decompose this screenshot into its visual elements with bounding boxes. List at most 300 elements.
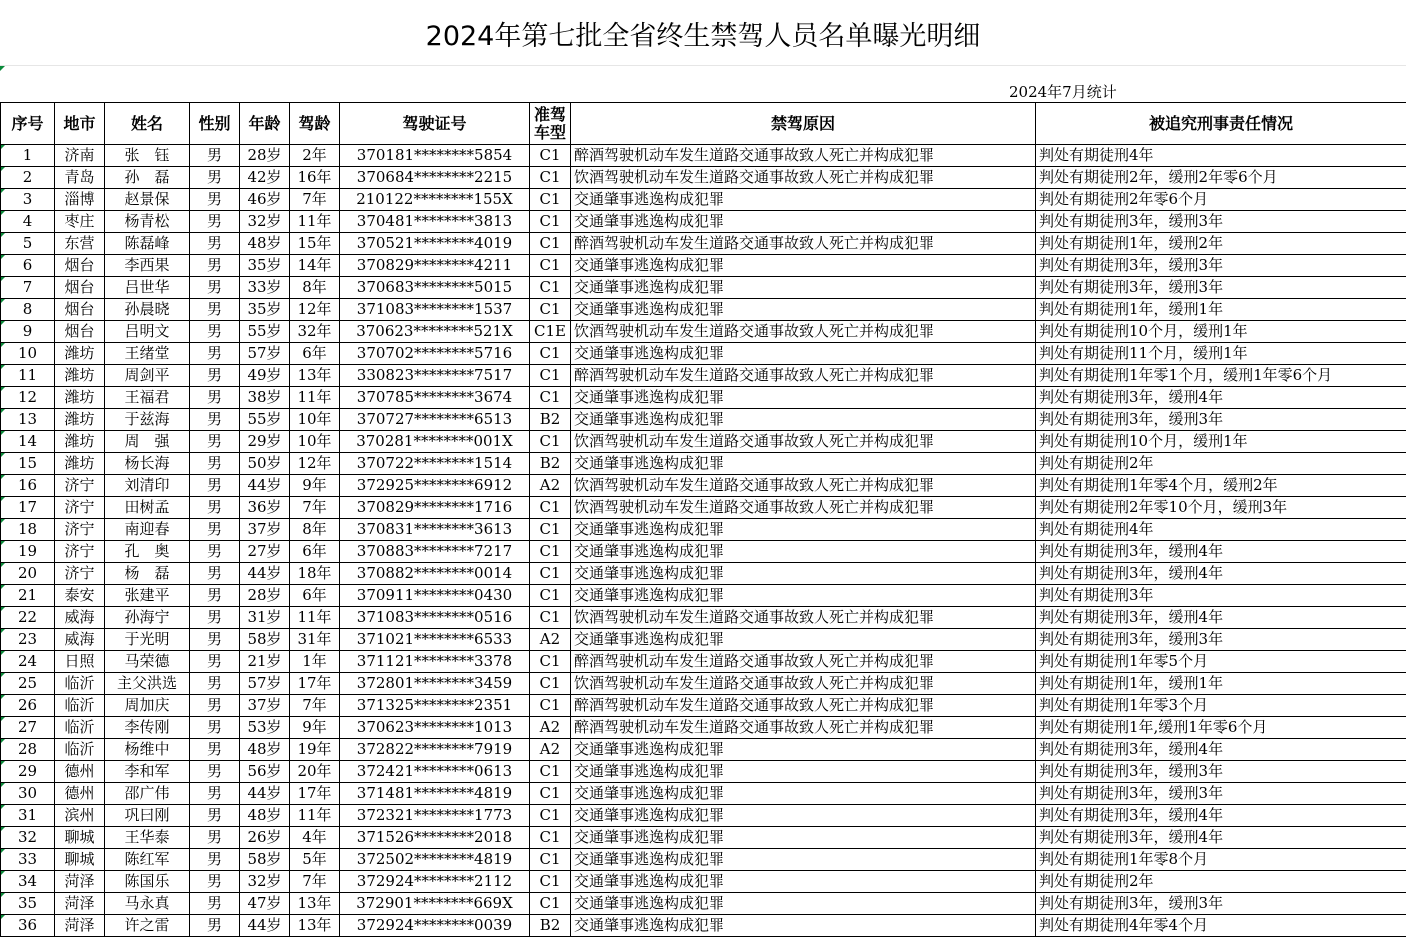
cell-ban-reason[interactable]: 交通肇事逃逸构成犯罪 [571,739,1036,761]
cell-name[interactable]: 陈磊峰 [105,233,190,255]
cell-gender[interactable]: 男 [190,563,240,585]
cell-criminal-liability[interactable]: 判处有期徒刑3年，缓刑3年 [1036,761,1406,783]
cell-ban-reason[interactable]: 饮酒驾驶机动车发生道路交通事故致人死亡并构成犯罪 [571,673,1036,695]
cell-criminal-liability[interactable]: 判处有期徒刑3年，缓刑4年 [1036,541,1406,563]
cell-vehicle-class[interactable]: C1 [530,431,571,453]
cell-criminal-liability[interactable]: 判处有期徒刑1年，缓刑1年 [1036,673,1406,695]
cell-city[interactable]: 济宁 [55,541,105,563]
cell-driving-years[interactable]: 1年 [290,651,340,673]
cell-driving-years[interactable]: 13年 [290,915,340,937]
cell-age[interactable]: 36岁 [240,497,290,519]
cell-ban-reason[interactable]: 交通肇事逃逸构成犯罪 [571,783,1036,805]
cell-criminal-liability[interactable]: 判处有期徒刑3年，缓刑3年 [1036,783,1406,805]
cell-gender[interactable]: 男 [190,277,240,299]
cell-gender[interactable]: 男 [190,673,240,695]
cell-vehicle-class[interactable]: A2 [530,717,571,739]
cell-seq[interactable]: 5 [1,233,55,255]
cell-city[interactable]: 德州 [55,783,105,805]
cell-city[interactable]: 济宁 [55,519,105,541]
cell-vehicle-class[interactable]: C1 [530,651,571,673]
cell-ban-reason[interactable]: 交通肇事逃逸构成犯罪 [571,343,1036,365]
cell-age[interactable]: 44岁 [240,783,290,805]
cell-city[interactable]: 威海 [55,629,105,651]
cell-gender[interactable]: 男 [190,519,240,541]
cell-age[interactable]: 35岁 [240,255,290,277]
cell-city[interactable]: 临沂 [55,717,105,739]
cell-ban-reason[interactable]: 饮酒驾驶机动车发生道路交通事故致人死亡并构成犯罪 [571,475,1036,497]
cell-driving-years[interactable]: 17年 [290,783,340,805]
cell-seq[interactable]: 7 [1,277,55,299]
cell-name[interactable]: 于光明 [105,629,190,651]
cell-seq[interactable]: 27 [1,717,55,739]
cell-gender[interactable]: 男 [190,651,240,673]
cell-city[interactable]: 济宁 [55,475,105,497]
cell-license-no[interactable]: 370281********001X [340,431,530,453]
cell-license-no[interactable]: 370521********4019 [340,233,530,255]
cell-vehicle-class[interactable]: C1 [530,145,571,167]
cell-age[interactable]: 50岁 [240,453,290,475]
cell-gender[interactable]: 男 [190,475,240,497]
cell-age[interactable]: 32岁 [240,211,290,233]
cell-name[interactable]: 孙晨晓 [105,299,190,321]
cell-ban-reason[interactable]: 交通肇事逃逸构成犯罪 [571,387,1036,409]
cell-ban-reason[interactable]: 饮酒驾驶机动车发生道路交通事故致人死亡并构成犯罪 [571,321,1036,343]
cell-city[interactable]: 潍坊 [55,343,105,365]
cell-criminal-liability[interactable]: 判处有期徒刑1年零8个月 [1036,849,1406,871]
cell-criminal-liability[interactable]: 判处有期徒刑3年，缓刑4年 [1036,805,1406,827]
cell-ban-reason[interactable]: 交通肇事逃逸构成犯罪 [571,827,1036,849]
cell-criminal-liability[interactable]: 判处有期徒刑4年 [1036,519,1406,541]
cell-gender[interactable]: 男 [190,717,240,739]
cell-criminal-liability[interactable]: 判处有期徒刑3年，缓刑3年 [1036,277,1406,299]
cell-vehicle-class[interactable]: C1 [530,673,571,695]
cell-ban-reason[interactable]: 交通肇事逃逸构成犯罪 [571,563,1036,585]
cell-name[interactable]: 陈红军 [105,849,190,871]
cell-age[interactable]: 48岁 [240,233,290,255]
cell-city[interactable]: 聊城 [55,849,105,871]
cell-criminal-liability[interactable]: 判处有期徒刑2年 [1036,871,1406,893]
cell-age[interactable]: 28岁 [240,145,290,167]
cell-driving-years[interactable]: 5年 [290,849,340,871]
cell-ban-reason[interactable]: 交通肇事逃逸构成犯罪 [571,409,1036,431]
cell-city[interactable]: 济宁 [55,563,105,585]
cell-gender[interactable]: 男 [190,761,240,783]
cell-name[interactable]: 王华泰 [105,827,190,849]
cell-license-no[interactable]: 370683********5015 [340,277,530,299]
cell-gender[interactable]: 男 [190,783,240,805]
cell-vehicle-class[interactable]: C1 [530,233,571,255]
cell-vehicle-class[interactable]: C1 [530,805,571,827]
cell-license-no[interactable]: 371083********0516 [340,607,530,629]
cell-city[interactable]: 临沂 [55,673,105,695]
cell-age[interactable]: 58岁 [240,629,290,651]
cell-gender[interactable]: 男 [190,299,240,321]
cell-driving-years[interactable]: 7年 [290,189,340,211]
cell-age[interactable]: 33岁 [240,277,290,299]
cell-criminal-liability[interactable]: 判处有期徒刑1年零1个月，缓刑1年零6个月 [1036,365,1406,387]
header-name[interactable]: 姓名 [105,103,190,145]
cell-gender[interactable]: 男 [190,827,240,849]
cell-driving-years[interactable]: 6年 [290,343,340,365]
cell-ban-reason[interactable]: 交通肇事逃逸构成犯罪 [571,805,1036,827]
cell-city[interactable]: 济宁 [55,497,105,519]
cell-vehicle-class[interactable]: C1 [530,695,571,717]
cell-driving-years[interactable]: 14年 [290,255,340,277]
cell-driving-years[interactable]: 11年 [290,607,340,629]
cell-vehicle-class[interactable]: C1 [530,299,571,321]
cell-age[interactable]: 32岁 [240,871,290,893]
cell-vehicle-class[interactable]: C1 [530,585,571,607]
cell-driving-years[interactable]: 11年 [290,387,340,409]
cell-age[interactable]: 44岁 [240,563,290,585]
cell-age[interactable]: 55岁 [240,409,290,431]
cell-ban-reason[interactable]: 交通肇事逃逸构成犯罪 [571,893,1036,915]
cell-ban-reason[interactable]: 饮酒驾驶机动车发生道路交通事故致人死亡并构成犯罪 [571,431,1036,453]
cell-gender[interactable]: 男 [190,871,240,893]
cell-age[interactable]: 21岁 [240,651,290,673]
cell-gender[interactable]: 男 [190,211,240,233]
cell-seq[interactable]: 21 [1,585,55,607]
cell-license-no[interactable]: 372502********4819 [340,849,530,871]
cell-ban-reason[interactable]: 交通肇事逃逸构成犯罪 [571,299,1036,321]
cell-city[interactable]: 菏泽 [55,893,105,915]
cell-ban-reason[interactable]: 交通肇事逃逸构成犯罪 [571,277,1036,299]
cell-gender[interactable]: 男 [190,739,240,761]
cell-gender[interactable]: 男 [190,255,240,277]
cell-driving-years[interactable]: 16年 [290,167,340,189]
cell-criminal-liability[interactable]: 判处有期徒刑4年 [1036,145,1406,167]
cell-seq[interactable]: 6 [1,255,55,277]
cell-seq[interactable]: 14 [1,431,55,453]
cell-ban-reason[interactable]: 饮酒驾驶机动车发生道路交通事故致人死亡并构成犯罪 [571,497,1036,519]
cell-gender[interactable]: 男 [190,409,240,431]
cell-criminal-liability[interactable]: 判处有期徒刑10个月，缓刑1年 [1036,321,1406,343]
cell-age[interactable]: 56岁 [240,761,290,783]
cell-city[interactable]: 临沂 [55,739,105,761]
cell-vehicle-class[interactable]: C1 [530,255,571,277]
cell-gender[interactable]: 男 [190,541,240,563]
cell-gender[interactable]: 男 [190,387,240,409]
cell-ban-reason[interactable]: 交通肇事逃逸构成犯罪 [571,915,1036,937]
cell-name[interactable]: 许之雷 [105,915,190,937]
cell-name[interactable]: 南迎春 [105,519,190,541]
cell-city[interactable]: 潍坊 [55,453,105,475]
cell-driving-years[interactable]: 18年 [290,563,340,585]
cell-name[interactable]: 周剑平 [105,365,190,387]
cell-city[interactable]: 潍坊 [55,431,105,453]
cell-name[interactable]: 李西果 [105,255,190,277]
cell-name[interactable]: 刘清印 [105,475,190,497]
cell-ban-reason[interactable]: 交通肇事逃逸构成犯罪 [571,629,1036,651]
cell-vehicle-class[interactable]: C1 [530,541,571,563]
cell-age[interactable]: 37岁 [240,695,290,717]
cell-age[interactable]: 44岁 [240,475,290,497]
cell-age[interactable]: 49岁 [240,365,290,387]
cell-driving-years[interactable]: 19年 [290,739,340,761]
cell-ban-reason[interactable]: 醉酒驾驶机动车发生道路交通事故致人死亡并构成犯罪 [571,695,1036,717]
cell-name[interactable]: 孔 奥 [105,541,190,563]
cell-criminal-liability[interactable]: 判处有期徒刑10个月，缓刑1年 [1036,431,1406,453]
cell-gender[interactable]: 男 [190,497,240,519]
cell-criminal-liability[interactable]: 判处有期徒刑3年，缓刑4年 [1036,563,1406,585]
cell-gender[interactable]: 男 [190,233,240,255]
cell-criminal-liability[interactable]: 判处有期徒刑1年,缓刑1年零6个月 [1036,717,1406,739]
cell-age[interactable]: 48岁 [240,739,290,761]
cell-age[interactable]: 35岁 [240,299,290,321]
cell-age[interactable]: 55岁 [240,321,290,343]
cell-license-no[interactable]: 370831********3613 [340,519,530,541]
cell-city[interactable]: 菏泽 [55,915,105,937]
cell-driving-years[interactable]: 10年 [290,409,340,431]
cell-ban-reason[interactable]: 交通肇事逃逸构成犯罪 [571,849,1036,871]
cell-age[interactable]: 29岁 [240,431,290,453]
cell-seq[interactable]: 17 [1,497,55,519]
cell-criminal-liability[interactable]: 判处有期徒刑3年，缓刑4年 [1036,387,1406,409]
cell-seq[interactable]: 24 [1,651,55,673]
cell-age[interactable]: 57岁 [240,673,290,695]
cell-seq[interactable]: 2 [1,167,55,189]
header-vehicle-class[interactable]: 准驾车型 [530,103,571,145]
cell-vehicle-class[interactable]: C1 [530,563,571,585]
cell-gender[interactable]: 男 [190,431,240,453]
cell-name[interactable]: 于兹海 [105,409,190,431]
cell-driving-years[interactable]: 31年 [290,629,340,651]
cell-seq[interactable]: 10 [1,343,55,365]
cell-ban-reason[interactable]: 交通肇事逃逸构成犯罪 [571,541,1036,563]
cell-gender[interactable]: 男 [190,849,240,871]
cell-criminal-liability[interactable]: 判处有期徒刑1年零5个月 [1036,651,1406,673]
cell-name[interactable]: 孙海宁 [105,607,190,629]
cell-ban-reason[interactable]: 醉酒驾驶机动车发生道路交通事故致人死亡并构成犯罪 [571,651,1036,673]
cell-age[interactable]: 53岁 [240,717,290,739]
cell-ban-reason[interactable]: 交通肇事逃逸构成犯罪 [571,211,1036,233]
header-city[interactable]: 地市 [55,103,105,145]
cell-name[interactable]: 孙 磊 [105,167,190,189]
cell-age[interactable]: 57岁 [240,343,290,365]
cell-vehicle-class[interactable]: C1 [530,365,571,387]
cell-city[interactable]: 日照 [55,651,105,673]
cell-age[interactable]: 37岁 [240,519,290,541]
cell-license-no[interactable]: 371021********6533 [340,629,530,651]
header-age[interactable]: 年龄 [240,103,290,145]
cell-gender[interactable]: 男 [190,893,240,915]
cell-driving-years[interactable]: 15年 [290,233,340,255]
cell-age[interactable]: 42岁 [240,167,290,189]
cell-city[interactable]: 淄博 [55,189,105,211]
cell-name[interactable]: 李和军 [105,761,190,783]
cell-vehicle-class[interactable]: A2 [530,629,571,651]
cell-license-no[interactable]: 370702********5716 [340,343,530,365]
cell-criminal-liability[interactable]: 判处有期徒刑3年，缓刑3年 [1036,211,1406,233]
header-seq[interactable]: 序号 [1,103,55,145]
cell-license-no[interactable]: 370829********1716 [340,497,530,519]
cell-seq[interactable]: 12 [1,387,55,409]
cell-seq[interactable]: 20 [1,563,55,585]
cell-vehicle-class[interactable]: A2 [530,475,571,497]
cell-vehicle-class[interactable]: C1 [530,871,571,893]
cell-seq[interactable]: 8 [1,299,55,321]
cell-ban-reason[interactable]: 醉酒驾驶机动车发生道路交通事故致人死亡并构成犯罪 [571,365,1036,387]
cell-license-no[interactable]: 330823********7517 [340,365,530,387]
cell-driving-years[interactable]: 11年 [290,805,340,827]
cell-license-no[interactable]: 370481********3813 [340,211,530,233]
cell-city[interactable]: 滨州 [55,805,105,827]
cell-driving-years[interactable]: 9年 [290,475,340,497]
cell-license-no[interactable]: 372924********2112 [340,871,530,893]
header-criminal-liability[interactable]: 被追究刑事责任情况 [1036,103,1406,145]
cell-vehicle-class[interactable]: B2 [530,409,571,431]
cell-license-no[interactable]: 370684********2215 [340,167,530,189]
cell-age[interactable]: 48岁 [240,805,290,827]
cell-name[interactable]: 杨青松 [105,211,190,233]
cell-driving-years[interactable]: 9年 [290,717,340,739]
cell-gender[interactable]: 男 [190,915,240,937]
cell-gender[interactable]: 男 [190,145,240,167]
cell-vehicle-class[interactable]: B2 [530,915,571,937]
cell-seq[interactable]: 4 [1,211,55,233]
cell-name[interactable]: 王福君 [105,387,190,409]
cell-license-no[interactable]: 371121********3378 [340,651,530,673]
cell-license-no[interactable]: 372925********6912 [340,475,530,497]
cell-ban-reason[interactable]: 交通肇事逃逸构成犯罪 [571,585,1036,607]
header-driving-years[interactable]: 驾龄 [290,103,340,145]
cell-name[interactable]: 主父洪选 [105,673,190,695]
cell-city[interactable]: 威海 [55,607,105,629]
cell-gender[interactable]: 男 [190,365,240,387]
cell-ban-reason[interactable]: 交通肇事逃逸构成犯罪 [571,871,1036,893]
cell-driving-years[interactable]: 20年 [290,761,340,783]
header-ban-reason[interactable]: 禁驾原因 [571,103,1036,145]
cell-city[interactable]: 聊城 [55,827,105,849]
cell-seq[interactable]: 25 [1,673,55,695]
cell-city[interactable]: 烟台 [55,321,105,343]
cell-ban-reason[interactable]: 饮酒驾驶机动车发生道路交通事故致人死亡并构成犯罪 [571,167,1036,189]
cell-driving-years[interactable]: 7年 [290,497,340,519]
cell-ban-reason[interactable]: 交通肇事逃逸构成犯罪 [571,519,1036,541]
cell-criminal-liability[interactable]: 判处有期徒刑3年，缓刑3年 [1036,893,1406,915]
cell-driving-years[interactable]: 17年 [290,673,340,695]
cell-city[interactable]: 菏泽 [55,871,105,893]
cell-vehicle-class[interactable]: C1 [530,387,571,409]
cell-criminal-liability[interactable]: 判处有期徒刑3年，缓刑3年 [1036,255,1406,277]
cell-driving-years[interactable]: 13年 [290,893,340,915]
cell-city[interactable]: 烟台 [55,255,105,277]
cell-city[interactable]: 东营 [55,233,105,255]
cell-name[interactable]: 马永真 [105,893,190,915]
cell-seq[interactable]: 34 [1,871,55,893]
cell-gender[interactable]: 男 [190,321,240,343]
cell-driving-years[interactable]: 4年 [290,827,340,849]
cell-age[interactable]: 44岁 [240,915,290,937]
cell-criminal-liability[interactable]: 判处有期徒刑2年零6个月 [1036,189,1406,211]
cell-city[interactable]: 潍坊 [55,365,105,387]
cell-license-no[interactable]: 372421********0613 [340,761,530,783]
cell-license-no[interactable]: 372321********1773 [340,805,530,827]
cell-license-no[interactable]: 370727********6513 [340,409,530,431]
cell-vehicle-class[interactable]: C1 [530,783,571,805]
cell-license-no[interactable]: 370181********5854 [340,145,530,167]
cell-criminal-liability[interactable]: 判处有期徒刑11个月，缓刑1年 [1036,343,1406,365]
cell-seq[interactable]: 28 [1,739,55,761]
cell-criminal-liability[interactable]: 判处有期徒刑1年，缓刑2年 [1036,233,1406,255]
cell-age[interactable]: 58岁 [240,849,290,871]
cell-seq[interactable]: 3 [1,189,55,211]
cell-seq[interactable]: 15 [1,453,55,475]
header-gender[interactable]: 性别 [190,103,240,145]
cell-license-no[interactable]: 372822********7919 [340,739,530,761]
cell-seq[interactable]: 9 [1,321,55,343]
cell-license-no[interactable]: 210122********155X [340,189,530,211]
cell-seq[interactable]: 36 [1,915,55,937]
cell-vehicle-class[interactable]: C1 [530,849,571,871]
cell-ban-reason[interactable]: 醉酒驾驶机动车发生道路交通事故致人死亡并构成犯罪 [571,233,1036,255]
cell-city[interactable]: 枣庄 [55,211,105,233]
cell-license-no[interactable]: 370623********1013 [340,717,530,739]
cell-driving-years[interactable]: 12年 [290,453,340,475]
cell-license-no[interactable]: 372901********669X [340,893,530,915]
cell-name[interactable]: 张建平 [105,585,190,607]
cell-license-no[interactable]: 370785********3674 [340,387,530,409]
cell-name[interactable]: 赵景保 [105,189,190,211]
cell-criminal-liability[interactable]: 判处有期徒刑2年，缓刑2年零6个月 [1036,167,1406,189]
cell-criminal-liability[interactable]: 判处有期徒刑3年，缓刑3年 [1036,629,1406,651]
cell-city[interactable]: 烟台 [55,299,105,321]
cell-age[interactable]: 28岁 [240,585,290,607]
cell-license-no[interactable]: 370883********7217 [340,541,530,563]
cell-seq[interactable]: 13 [1,409,55,431]
cell-city[interactable]: 临沂 [55,695,105,717]
cell-vehicle-class[interactable]: C1 [530,827,571,849]
cell-vehicle-class[interactable]: C1 [530,167,571,189]
cell-seq[interactable]: 23 [1,629,55,651]
cell-license-no[interactable]: 370722********1514 [340,453,530,475]
cell-name[interactable]: 邵广伟 [105,783,190,805]
cell-gender[interactable]: 男 [190,629,240,651]
cell-seq[interactable]: 35 [1,893,55,915]
cell-criminal-liability[interactable]: 判处有期徒刑1年零3个月 [1036,695,1406,717]
cell-criminal-liability[interactable]: 判处有期徒刑3年 [1036,585,1406,607]
cell-criminal-liability[interactable]: 判处有期徒刑3年，缓刑3年 [1036,409,1406,431]
cell-license-no[interactable]: 371325********2351 [340,695,530,717]
cell-driving-years[interactable]: 10年 [290,431,340,453]
cell-seq[interactable]: 16 [1,475,55,497]
cell-license-no[interactable]: 372801********3459 [340,673,530,695]
cell-gender[interactable]: 男 [190,189,240,211]
cell-name[interactable]: 杨 磊 [105,563,190,585]
cell-gender[interactable]: 男 [190,805,240,827]
cell-age[interactable]: 31岁 [240,607,290,629]
cell-age[interactable]: 26岁 [240,827,290,849]
cell-criminal-liability[interactable]: 判处有期徒刑1年，缓刑1年 [1036,299,1406,321]
cell-seq[interactable]: 31 [1,805,55,827]
cell-name[interactable]: 马荣德 [105,651,190,673]
cell-driving-years[interactable]: 6年 [290,585,340,607]
cell-license-no[interactable]: 370623********521X [340,321,530,343]
cell-name[interactable]: 李传刚 [105,717,190,739]
cell-driving-years[interactable]: 2年 [290,145,340,167]
cell-name[interactable]: 陈国乐 [105,871,190,893]
cell-ban-reason[interactable]: 交通肇事逃逸构成犯罪 [571,255,1036,277]
cell-seq[interactable]: 29 [1,761,55,783]
cell-name[interactable]: 吕明文 [105,321,190,343]
cell-criminal-liability[interactable]: 判处有期徒刑3年，缓刑4年 [1036,739,1406,761]
cell-driving-years[interactable]: 7年 [290,695,340,717]
cell-name[interactable]: 王绪堂 [105,343,190,365]
cell-vehicle-class[interactable]: C1E [530,321,571,343]
cell-vehicle-class[interactable]: C1 [530,893,571,915]
cell-criminal-liability[interactable]: 判处有期徒刑2年 [1036,453,1406,475]
cell-vehicle-class[interactable]: C1 [530,211,571,233]
